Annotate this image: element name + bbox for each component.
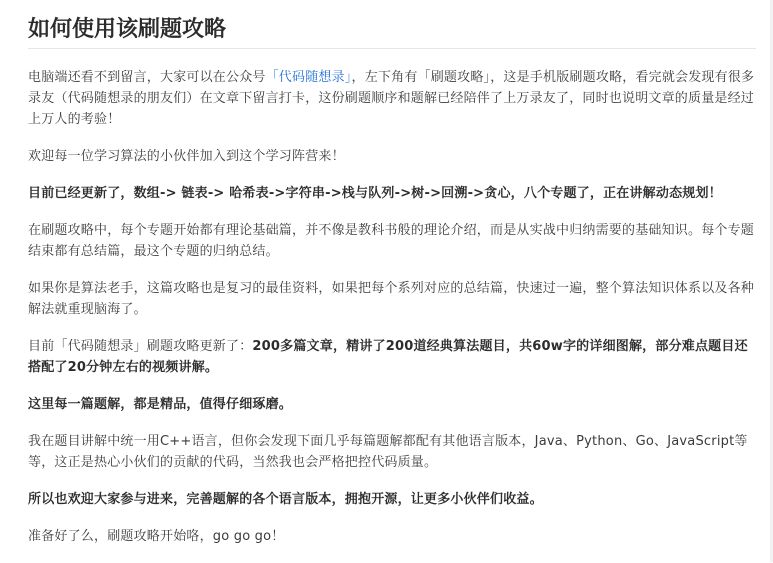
paragraph-start: 准备好了么，刷题攻略开始咯，go go go！: [28, 529, 285, 544]
paragraph-welcome: 欢迎每一位学习算法的小伙伴加入到这个学习阵营来！: [28, 149, 345, 164]
intro-text-after-link: ，左下角有「刷题攻略」，这是手机版刷题攻略，看完就会发现有很多录友（代码随想录的朋友们）在文章下留言打卡，这份刷题顺序和题解已经陪伴了上万录友了，同时也说明文章的质量是经过上万人的考验！: [28, 70, 755, 127]
paragraph-progress: 目前已经更新了，数组-> 链表-> 哈希表->字符串->栈与队列->树->回溯->贪心，八个专题了，正在讲解动态规划！: [28, 186, 722, 201]
paragraph-update: [28, 336, 756, 378]
update-text-normal: 目前「代码随想录」刷题攻略更新了：: [28, 339, 253, 354]
paragraph-intro: [28, 67, 756, 130]
paragraph-contribute: 所以也欢迎大家参与进来，完善题解的各个语言版本，拥抱开源，让更多小伙伴们收益。: [28, 492, 543, 507]
paragraph-experts: 如果你是算法老手，这篇攻略也是复习的最佳资料，如果把每个系列对应的总结篇，快速过一遍，整个算法知识体系以及各种解法就重现脑海了。: [28, 281, 755, 317]
paragraph-structure: 在刷题攻略中，每个专题开始都有理论基础篇，并不像是教科书般的理论介绍，而是从实战中归纳需要的基础知识。每个专题结束都有总结篇，最这个专题的归纳总结。: [28, 223, 755, 259]
page-title: 如何使用该刷题攻略: [28, 17, 227, 42]
intro-text-before-link: 电脑端还看不到留言，大家可以在公众号: [28, 70, 266, 85]
update-text-bold: 200多篇文章，精讲了200道经典算法题目，共60w字的详细图解，部分难点题目还搭配了20分钟左右的视频讲解。: [28, 339, 748, 375]
article: [28, 0, 756, 563]
title-divider: [28, 48, 756, 49]
wechat-account-link[interactable]: 「代码随想录」: [265, 70, 352, 85]
paragraph-languages: 我在题目讲解中统一用C++语言，但你会发现下面几乎每篇题解都配有其他语言版本，Java、Python、Go、JavaScript等等，这正是热心小伙们的贡献的代码，当然我也会严格把控代码质量。: [28, 434, 748, 470]
paragraph-quality: 这里每一篇题解，都是精品，值得仔细琢磨。: [28, 397, 293, 412]
